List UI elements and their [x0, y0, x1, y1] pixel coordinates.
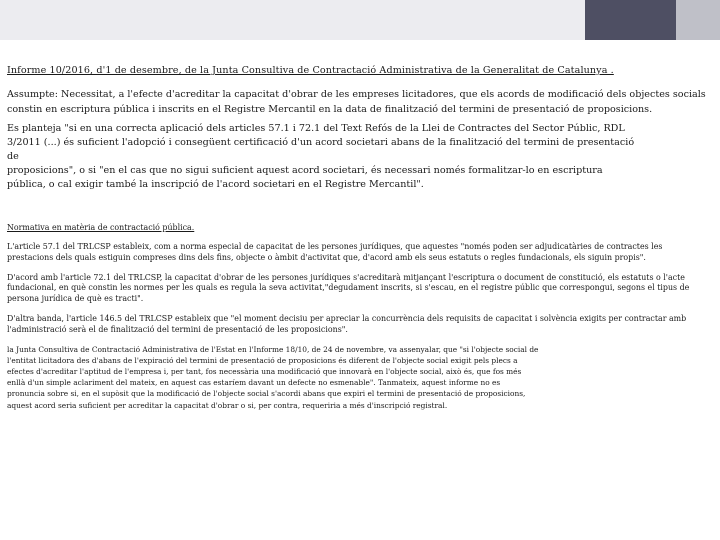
planteja-line: de	[7, 151, 19, 162]
article-146-paragraph: D'altra banda, l'article 146.5 del TRLCSP estableix que "el moment decisiu per apreciar la concurrència dels requisits de capacitat i solvència exigits per contractar amb l'administració serà el de finalització del termini de presentació de les proposicions".	[7, 313, 687, 334]
header-accent-box	[585, 0, 676, 40]
document-body	[7, 64, 709, 411]
article-72-paragraph: D'acord amb l'article 72.1 del TRLCSP, la capacitat d'obrar de les persones jurídiques s'acreditarà mitjançant l'escriptura o document de constitució, els estatuts o l'acte fundacional, en què constin les normes per les quals es regula la seva activitat,"degudament inscrits, si s'escau, en el registre públic que correspongui, segons el tipus de persona jurídica de què es tracti".	[7, 272, 690, 304]
junta-line: pronuncia sobre si, en el supòsit que la modificació de l'objecte social s'acordi abans que expiri el termini de presentació de proposicions,	[7, 389, 526, 399]
article-57-paragraph: L'article 57.1 del TRLCSP estableix, com a norma especial de capacitat de les persones jurídiques, que aquestes "només poden ser adjudicatàries de contractes les prestacions dels quals estiguin compreses dins dels fins, objecte o àmbit d'activitat que, d'acord amb els seus estatuts o regles fundacionals, els siguin propis".	[7, 242, 663, 262]
document-title: Informe 10/2016, d'1 de desembre, de la Junta Consultiva de Contractació Administrativa de la Generalitat de Catalunya .	[7, 65, 614, 76]
junta-line: efectes d'acreditar l'aptitud de l'empresa i, per tant, fos necessària una modificació que innovarà en l'objecte social, això és, que fos més	[7, 366, 522, 376]
junta-line: la Junta Consultiva de Contractació Administrativa de l'Estat en l'Informe 18/10, de 24 de novembre, va assenyalar, que "si l'objecte social de	[7, 344, 539, 354]
planteja-line: pública, o cal exigir també la inscripció de l'acord societari en el Registre Mercantil".	[7, 179, 424, 190]
normativa-heading: Normativa en matèria de contractació pública.	[7, 223, 195, 232]
header-accent-strip	[676, 0, 720, 40]
junta-line: l'entitat licitadora des d'abans de l'expiració del termini de presentació de proposicions és diferent de l'objecte social exigit pels plecs a	[7, 355, 518, 365]
planteja-paragraph	[7, 122, 709, 192]
junta-line: aquest acord seria suficient per acreditar la capacitat d'obrar o si, per contra, requeriria a més d'inscripció registral.	[7, 400, 448, 410]
junta-line: enllà d'un simple aclariment del mateix, en aquest cas estaríem davant un defecte no esmenable". Tanmateix, aquest informe no es	[7, 378, 501, 388]
assumpte-paragraph: Assumpte: Necessitat, a l'efecte d'acreditar la capacitat d'obrar de les empreses licitadores, que els acords de modificació dels objectes socials constin en escriptura pública i inscrits en el Registre Mercantil en la data de finalització del termini de presentació de proposicions.	[7, 89, 706, 115]
planteja-line: 3/2011 (...) és suficient l'adopció i consegüent certificació d'un acord societari abans de la finalització del termini de presentació	[7, 137, 635, 148]
planteja-line: proposicions", o si "en el cas que no sigui suficient aquest acord societari, és necessari només formalitzar-lo en escriptura	[7, 165, 603, 176]
planteja-line: Es planteja "si en una correcta aplicació dels articles 57.1 i 72.1 del Text Refós de la Llei de Contractes del Sector Públic, RDL	[7, 123, 625, 134]
junta-paragraph	[7, 344, 709, 411]
